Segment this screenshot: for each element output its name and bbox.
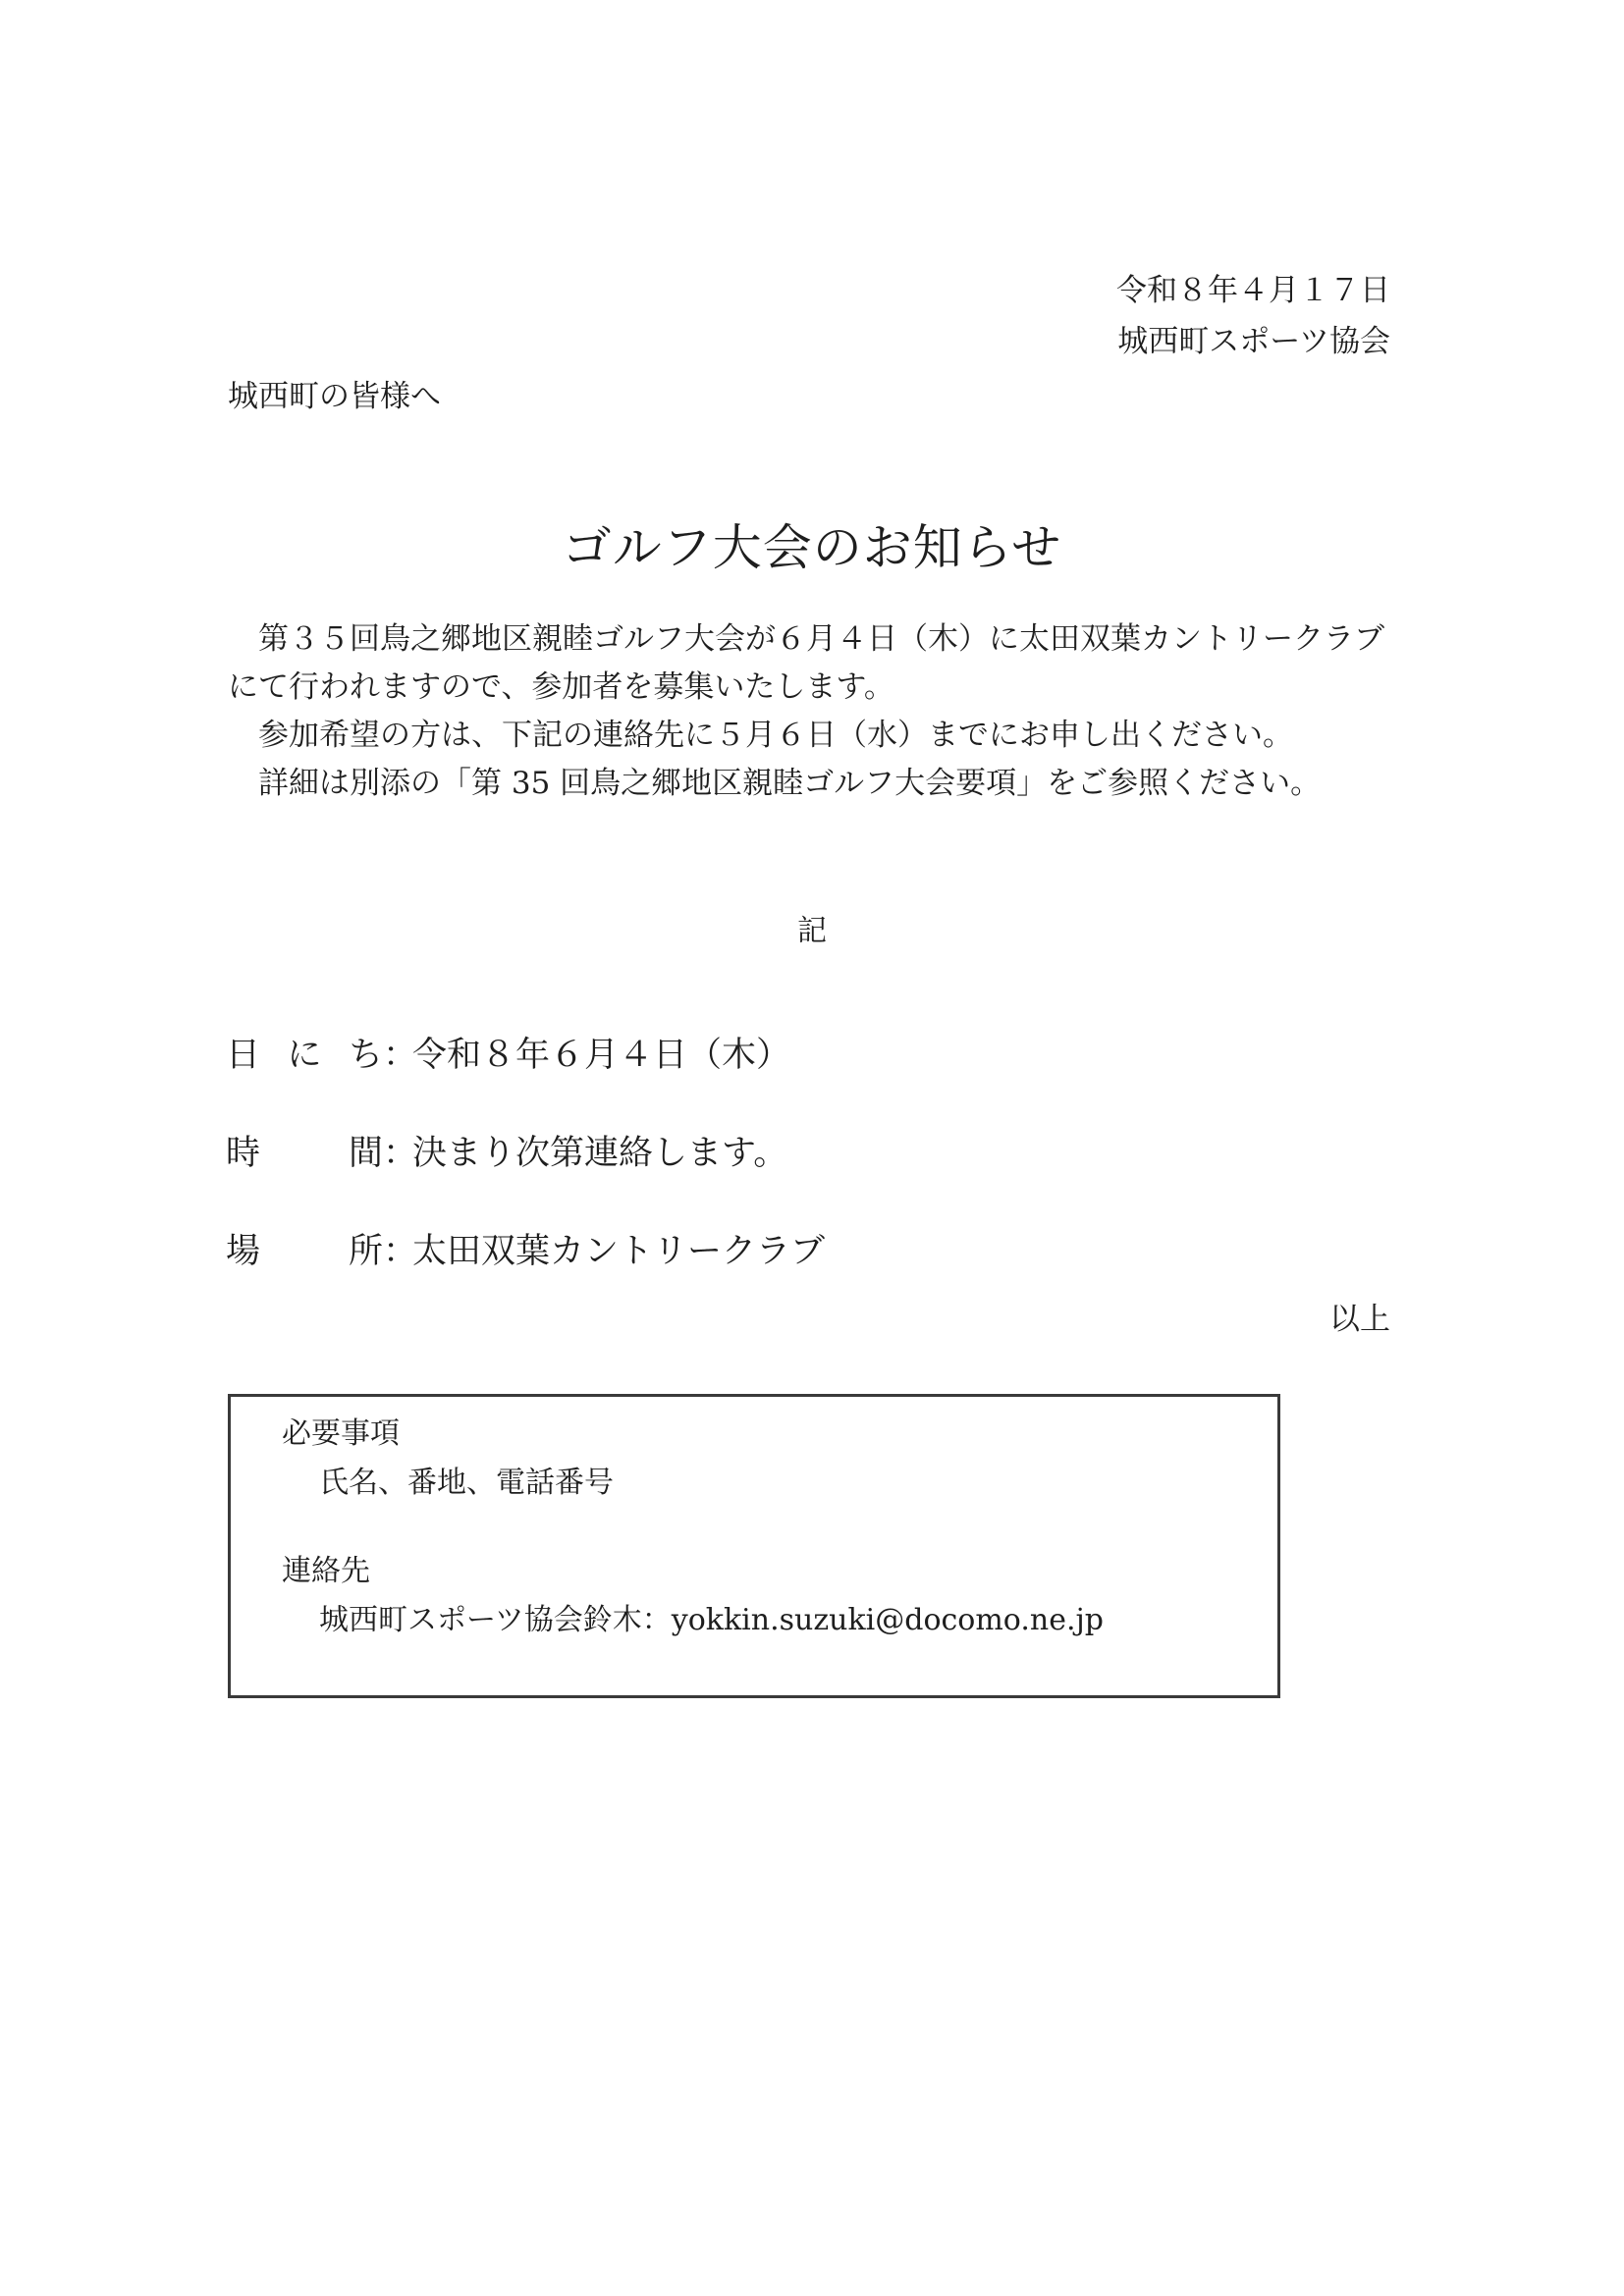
contact-value: 城西町スポーツ協会鈴木：yokkin.suzuki@docomo.ne.jp — [319, 1603, 1104, 1637]
required-items-value: 氏名、番地、電話番号 — [319, 1466, 614, 1500]
required-items-heading: 必要事項 — [282, 1416, 400, 1451]
info-box — [228, 1394, 1280, 1698]
detail-label-date: 日にち — [226, 1036, 383, 1075]
detail-row-date — [226, 1033, 790, 1078]
body-paragraph-details-reference: 詳細は別添の「第 35 回鳥之郷地区親睦ゴルフ大会要項」をご参照ください。 — [258, 766, 1322, 801]
detail-label-place: 場所 — [226, 1232, 383, 1271]
document-date: 令和８年４月１７日 — [1116, 273, 1390, 308]
document-title: ゴルフ大会のお知らせ — [562, 518, 1062, 576]
detail-separator: ： — [383, 1134, 418, 1173]
issuer-name: 城西町スポーツ協会 — [1117, 324, 1390, 359]
body-paragraph-application: 参加希望の方は、下記の連絡先に５月６日（水）までにお申し出ください。 — [258, 718, 1293, 753]
detail-row-time — [226, 1131, 787, 1176]
detail-label-time: 時間 — [226, 1134, 383, 1173]
detail-separator: ： — [383, 1232, 418, 1271]
detail-row-place — [226, 1229, 825, 1274]
detail-value-time: 決まり次第連絡します。 — [412, 1134, 788, 1173]
body-paragraph-announcement: 第３５回鳥之郷地区親睦ゴルフ大会が６月４日（木）に太田双葉カントリークラブにて行われますので、参加者を募集いたします。 — [228, 621, 1384, 705]
ki-marker: 記 — [797, 914, 827, 948]
contact-heading: 連絡先 — [282, 1554, 370, 1588]
detail-value-date: 令和８年６月４日（木） — [412, 1036, 791, 1075]
detail-value-place: 太田双葉カントリークラブ — [412, 1232, 826, 1271]
closing-mark: 以上 — [1329, 1302, 1390, 1337]
recipient-salutation: 城西町の皆様へ — [228, 379, 441, 414]
detail-separator: ： — [383, 1036, 418, 1075]
